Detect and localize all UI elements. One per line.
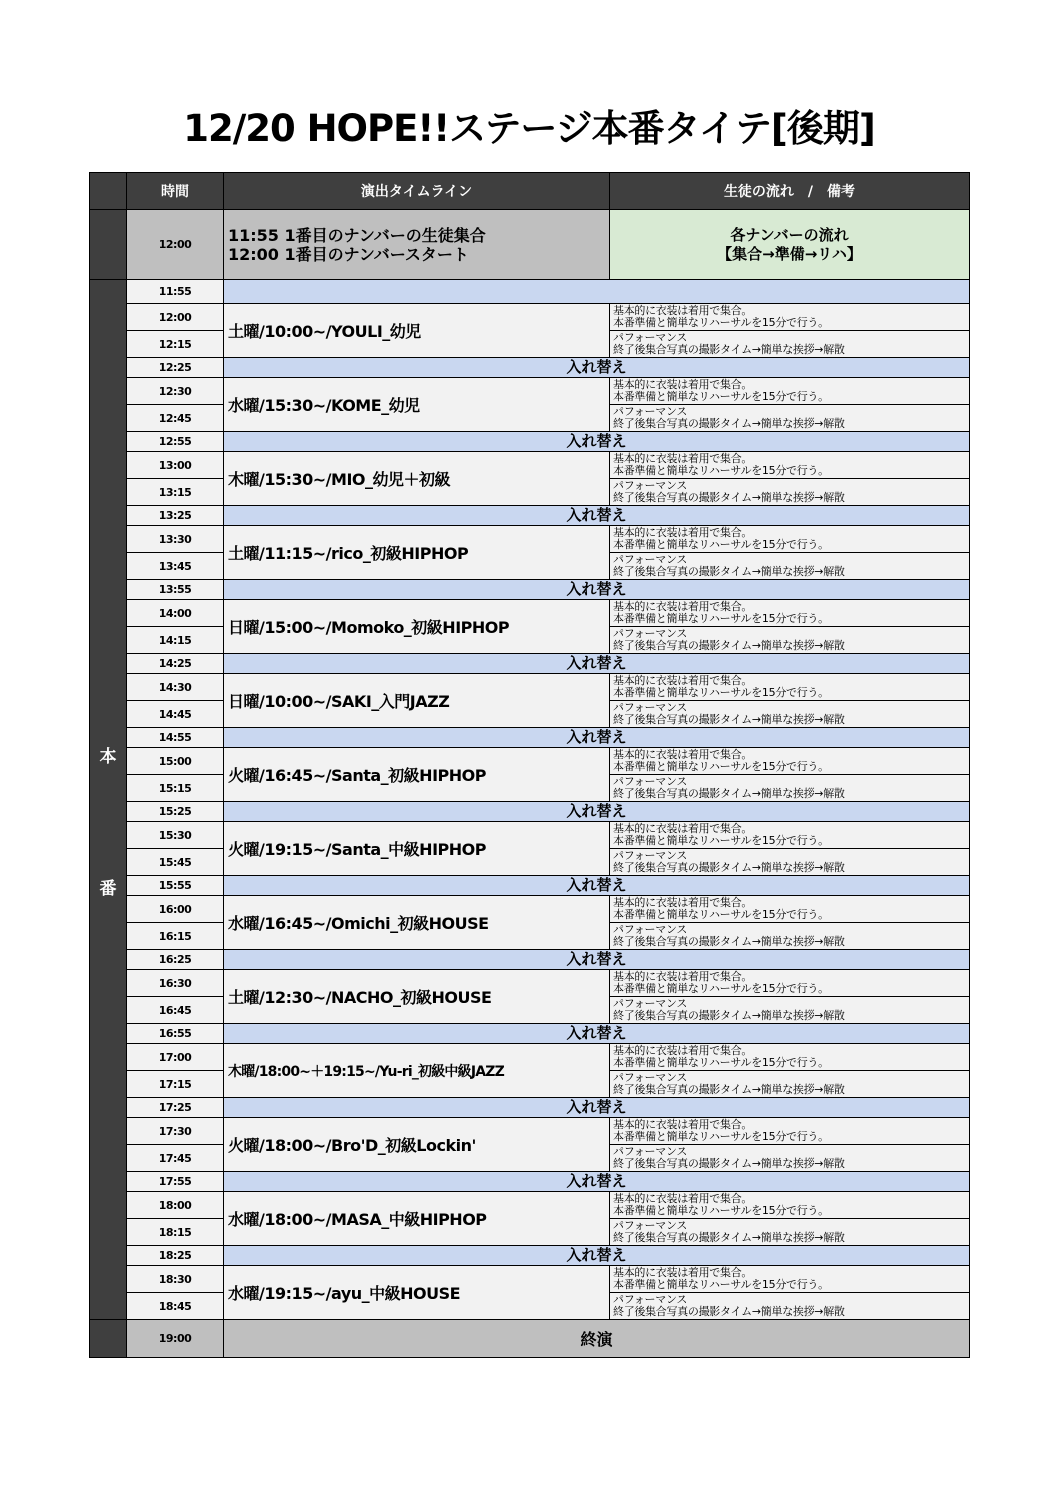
- block-time-2: 16:15: [127, 923, 224, 950]
- swap-row: [90, 1246, 970, 1266]
- block-time-1: 16:30: [127, 970, 224, 997]
- swap-label: 入れ替え: [224, 654, 970, 674]
- note-line-1: 基本的に衣装は着用で集合。: [613, 674, 753, 687]
- notes-upper: [610, 1266, 970, 1293]
- performance-name: 水曜/18:00~/MASA_中級HIPHOP: [224, 1192, 610, 1246]
- performance-name: 水曜/16:45~/Omichi_初級HOUSE: [224, 896, 610, 950]
- note-line-2: 本番準備と簡単なリハーサルを15分で行う。: [613, 760, 829, 773]
- notes-lower: [610, 1219, 970, 1246]
- block-row-1: [90, 378, 970, 405]
- note-line-2: 本番準備と簡単なリハーサルを15分で行う。: [613, 390, 829, 403]
- note-line-4: 終了後集合写真の撮影タイム→簡単な挨拶→解散: [613, 787, 845, 800]
- performance-name: 木曜/18:00~＋19:15~/Yu-ri_初級中級JAZZ: [224, 1044, 610, 1098]
- block-time-1: 16:00: [127, 896, 224, 923]
- block-time-2: 18:45: [127, 1293, 224, 1320]
- block-time-2: 12:45: [127, 405, 224, 432]
- honban-char-1: 本: [99, 747, 117, 767]
- swap-label: 入れ替え: [224, 358, 970, 378]
- note-line-3: パフォーマンス: [613, 701, 688, 714]
- performance-name: 水曜/19:15~/ayu_中級HOUSE: [224, 1266, 610, 1320]
- swap-time: 15:55: [127, 876, 224, 896]
- note-line-4: 終了後集合写真の撮影タイム→簡単な挨拶→解散: [613, 1305, 845, 1318]
- ending-label: 終演: [224, 1320, 970, 1358]
- block-row-1: [90, 896, 970, 923]
- swap-label: 入れ替え: [224, 1172, 970, 1192]
- intro-row: [90, 210, 970, 280]
- swap-row: [90, 802, 970, 822]
- block-row-1: [90, 600, 970, 627]
- ending-side: [90, 1320, 127, 1358]
- performance-name: 土曜/10:00~/YOULI_幼児: [224, 304, 610, 358]
- start-row: [90, 280, 970, 304]
- note-line-3: パフォーマンス: [613, 849, 688, 862]
- note-line-4: 終了後集合写真の撮影タイム→簡単な挨拶→解散: [613, 1083, 845, 1096]
- block-row-1: [90, 674, 970, 701]
- notes-lower: [610, 701, 970, 728]
- swap-time: 18:25: [127, 1246, 224, 1266]
- swap-row: [90, 432, 970, 452]
- note-line-4: 終了後集合写真の撮影タイム→簡単な挨拶→解散: [613, 417, 845, 430]
- notes-upper: [610, 526, 970, 553]
- note-line-2: 本番準備と簡単なリハーサルを15分で行う。: [613, 1056, 829, 1069]
- notes-lower: [610, 997, 970, 1024]
- intro-flow: [610, 210, 970, 280]
- note-line-4: 終了後集合写真の撮影タイム→簡単な挨拶→解散: [613, 1157, 845, 1170]
- swap-row: [90, 728, 970, 748]
- intro-time: 12:00: [127, 210, 224, 280]
- note-line-1: 基本的に衣装は着用で集合。: [613, 1266, 753, 1279]
- swap-time: 12:25: [127, 358, 224, 378]
- note-line-1: 基本的に衣装は着用で集合。: [613, 1044, 753, 1057]
- block-row-1: [90, 822, 970, 849]
- notes-upper: [610, 600, 970, 627]
- schedule-table: [89, 172, 970, 1358]
- swap-time: 15:25: [127, 802, 224, 822]
- note-line-2: 本番準備と簡単なリハーサルを15分で行う。: [613, 538, 829, 551]
- header-time: 時間: [127, 173, 224, 210]
- swap-label: 入れ替え: [224, 802, 970, 822]
- note-line-1: 基本的に衣装は着用で集合。: [613, 748, 753, 761]
- block-row-1: [90, 1044, 970, 1071]
- notes-lower: [610, 479, 970, 506]
- note-line-1: 基本的に衣装は着用で集合。: [613, 1118, 753, 1131]
- swap-time: 17:25: [127, 1098, 224, 1118]
- intro-flow-2: 【集合→準備→リハ】: [717, 244, 862, 263]
- note-line-4: 終了後集合写真の撮影タイム→簡単な挨拶→解散: [613, 713, 845, 726]
- notes-upper: [610, 674, 970, 701]
- notes-lower: [610, 331, 970, 358]
- performance-name: 水曜/15:30~/KOME_幼児: [224, 378, 610, 432]
- swap-time: 13:55: [127, 580, 224, 600]
- start-time: 11:55: [127, 280, 224, 304]
- notes-lower: [610, 849, 970, 876]
- note-line-2: 本番準備と簡単なリハーサルを15分で行う。: [613, 316, 829, 329]
- block-time-2: 17:45: [127, 1145, 224, 1172]
- note-line-2: 本番準備と簡単なリハーサルを15分で行う。: [613, 834, 829, 847]
- block-time-2: 18:15: [127, 1219, 224, 1246]
- note-line-2: 本番準備と簡単なリハーサルを15分で行う。: [613, 464, 829, 477]
- ending-time: 19:00: [127, 1320, 224, 1358]
- notes-lower: [610, 627, 970, 654]
- notes-lower: [610, 775, 970, 802]
- swap-time: 14:25: [127, 654, 224, 674]
- block-time-1: 17:30: [127, 1118, 224, 1145]
- notes-upper: [610, 378, 970, 405]
- note-line-4: 終了後集合写真の撮影タイム→簡単な挨拶→解散: [613, 861, 845, 874]
- performance-name: 日曜/10:00~/SAKI_入門JAZZ: [224, 674, 610, 728]
- notes-lower: [610, 1071, 970, 1098]
- page-title: 12/20 HOPE!!ステージ本番タイテ[後期]: [183, 107, 875, 150]
- swap-row: [90, 1098, 970, 1118]
- swap-time: 16:25: [127, 950, 224, 970]
- note-line-3: パフォーマンス: [613, 1145, 688, 1158]
- honban-char-2: 番: [99, 879, 117, 899]
- swap-row: [90, 876, 970, 896]
- note-line-4: 終了後集合写真の撮影タイム→簡単な挨拶→解散: [613, 343, 845, 356]
- note-line-2: 本番準備と簡単なリハーサルを15分で行う。: [613, 982, 829, 995]
- block-row-1: [90, 1266, 970, 1293]
- note-line-1: 基本的に衣装は着用で集合。: [613, 304, 753, 317]
- swap-time: 14:55: [127, 728, 224, 748]
- swap-label: 入れ替え: [224, 950, 970, 970]
- block-time-2: 14:45: [127, 701, 224, 728]
- note-line-4: 終了後集合写真の撮影タイム→簡単な挨拶→解散: [613, 935, 845, 948]
- notes-upper: [610, 896, 970, 923]
- notes-upper: [610, 1044, 970, 1071]
- note-line-1: 基本的に衣装は着用で集合。: [613, 970, 753, 983]
- note-line-1: 基本的に衣装は着用で集合。: [613, 1192, 753, 1205]
- swap-row: [90, 580, 970, 600]
- note-line-4: 終了後集合写真の撮影タイム→簡単な挨拶→解散: [613, 1231, 845, 1244]
- notes-lower: [610, 923, 970, 950]
- notes-lower: [610, 1145, 970, 1172]
- start-bar: [224, 280, 970, 304]
- performance-name: 土曜/12:30~/NACHO_初級HOUSE: [224, 970, 610, 1024]
- notes-upper: [610, 1192, 970, 1219]
- note-line-3: パフォーマンス: [613, 1071, 688, 1084]
- swap-label: 入れ替え: [224, 876, 970, 896]
- block-row-1: [90, 452, 970, 479]
- swap-row: [90, 1024, 970, 1044]
- swap-row: [90, 1172, 970, 1192]
- block-time-1: 13:00: [127, 452, 224, 479]
- note-line-3: パフォーマンス: [613, 479, 688, 492]
- note-line-4: 終了後集合写真の撮影タイム→簡単な挨拶→解散: [613, 565, 845, 578]
- swap-row: [90, 506, 970, 526]
- note-line-4: 終了後集合写真の撮影タイム→簡単な挨拶→解散: [613, 491, 845, 504]
- performance-name: 土曜/11:15~/rico_初級HIPHOP: [224, 526, 610, 580]
- notes-upper: [610, 970, 970, 997]
- intro-side: [90, 210, 127, 280]
- note-line-2: 本番準備と簡単なリハーサルを15分で行う。: [613, 1204, 829, 1217]
- note-line-3: パフォーマンス: [613, 405, 688, 418]
- notes-upper: [610, 748, 970, 775]
- swap-row: [90, 358, 970, 378]
- block-row-1: [90, 304, 970, 331]
- note-line-3: パフォーマンス: [613, 997, 688, 1010]
- block-time-2: 16:45: [127, 997, 224, 1024]
- note-line-3: パフォーマンス: [613, 1293, 688, 1306]
- performance-name: 火曜/16:45~/Santa_初級HIPHOP: [224, 748, 610, 802]
- block-row-1: [90, 748, 970, 775]
- performance-name: 木曜/15:30~/MIO_幼児＋初級: [224, 452, 610, 506]
- block-row-1: [90, 970, 970, 997]
- note-line-1: 基本的に衣装は着用で集合。: [613, 896, 753, 909]
- intro-line-1: 11:55 1番目のナンバーの生徒集合: [228, 225, 486, 245]
- note-line-3: パフォーマンス: [613, 1219, 688, 1232]
- swap-time: 17:55: [127, 1172, 224, 1192]
- block-row-1: [90, 526, 970, 553]
- note-line-4: 終了後集合写真の撮影タイム→簡単な挨拶→解散: [613, 639, 845, 652]
- note-line-4: 終了後集合写真の撮影タイム→簡単な挨拶→解散: [613, 1009, 845, 1022]
- note-line-3: パフォーマンス: [613, 923, 688, 936]
- note-line-1: 基本的に衣装は着用で集合。: [613, 378, 753, 391]
- notes-upper: [610, 1118, 970, 1145]
- block-time-1: 14:30: [127, 674, 224, 701]
- note-line-3: パフォーマンス: [613, 627, 688, 640]
- block-time-2: 12:15: [127, 331, 224, 358]
- intro-timeline: [224, 210, 610, 280]
- swap-time: 16:55: [127, 1024, 224, 1044]
- block-time-1: 18:30: [127, 1266, 224, 1293]
- block-time-1: 12:30: [127, 378, 224, 405]
- swap-label: 入れ替え: [224, 1246, 970, 1266]
- note-line-1: 基本的に衣装は着用で集合。: [613, 822, 753, 835]
- block-time-2: 17:15: [127, 1071, 224, 1098]
- notes-upper: [610, 822, 970, 849]
- note-line-2: 本番準備と簡単なリハーサルを15分で行う。: [613, 1130, 829, 1143]
- block-time-1: 13:30: [127, 526, 224, 553]
- block-row-1: [90, 1192, 970, 1219]
- note-line-2: 本番準備と簡単なリハーサルを15分で行う。: [613, 612, 829, 625]
- note-line-3: パフォーマンス: [613, 331, 688, 344]
- note-line-1: 基本的に衣装は着用で集合。: [613, 526, 753, 539]
- note-line-3: パフォーマンス: [613, 553, 688, 566]
- ending-row: [90, 1320, 970, 1358]
- performance-name: 日曜/15:00~/Momoko_初級HIPHOP: [224, 600, 610, 654]
- notes-upper: [610, 304, 970, 331]
- notes-lower: [610, 405, 970, 432]
- header-flow: 生徒の流れ / 備考: [610, 173, 970, 210]
- intro-flow-1: 各ナンバーの流れ: [730, 225, 849, 244]
- header-timeline: 演出タイムライン: [224, 173, 610, 210]
- block-time-2: 14:15: [127, 627, 224, 654]
- block-time-2: 13:15: [127, 479, 224, 506]
- header-row: [90, 173, 970, 210]
- block-row-1: [90, 1118, 970, 1145]
- note-line-3: パフォーマンス: [613, 775, 688, 788]
- block-time-2: 15:45: [127, 849, 224, 876]
- note-line-2: 本番準備と簡単なリハーサルを15分で行う。: [613, 908, 829, 921]
- swap-label: 入れ替え: [224, 506, 970, 526]
- notes-upper: [610, 452, 970, 479]
- note-line-1: 基本的に衣装は着用で集合。: [613, 600, 753, 613]
- swap-row: [90, 950, 970, 970]
- swap-label: 入れ替え: [224, 432, 970, 452]
- note-line-2: 本番準備と簡単なリハーサルを15分で行う。: [613, 686, 829, 699]
- block-time-1: 14:00: [127, 600, 224, 627]
- swap-label: 入れ替え: [224, 580, 970, 600]
- block-time-1: 18:00: [127, 1192, 224, 1219]
- block-time-1: 15:00: [127, 748, 224, 775]
- block-time-1: 15:30: [127, 822, 224, 849]
- swap-time: 12:55: [127, 432, 224, 452]
- block-time-1: 17:00: [127, 1044, 224, 1071]
- performance-name: 火曜/19:15~/Santa_中級HIPHOP: [224, 822, 610, 876]
- swap-time: 13:25: [127, 506, 224, 526]
- performance-name: 火曜/18:00~/Bro'D_初級Lockin': [224, 1118, 610, 1172]
- swap-row: [90, 654, 970, 674]
- note-line-1: 基本的に衣装は着用で集合。: [613, 452, 753, 465]
- notes-lower: [610, 1293, 970, 1320]
- honban-side-label: [90, 280, 127, 1320]
- swap-label: 入れ替え: [224, 728, 970, 748]
- swap-label: 入れ替え: [224, 1024, 970, 1044]
- intro-line-2: 12:00 1番目のナンバースタート: [228, 244, 469, 264]
- note-line-2: 本番準備と簡単なリハーサルを15分で行う。: [613, 1278, 829, 1291]
- block-time-2: 13:45: [127, 553, 224, 580]
- header-corner: [90, 173, 127, 210]
- block-time-1: 12:00: [127, 304, 224, 331]
- block-time-2: 15:15: [127, 775, 224, 802]
- swap-label: 入れ替え: [224, 1098, 970, 1118]
- notes-lower: [610, 553, 970, 580]
